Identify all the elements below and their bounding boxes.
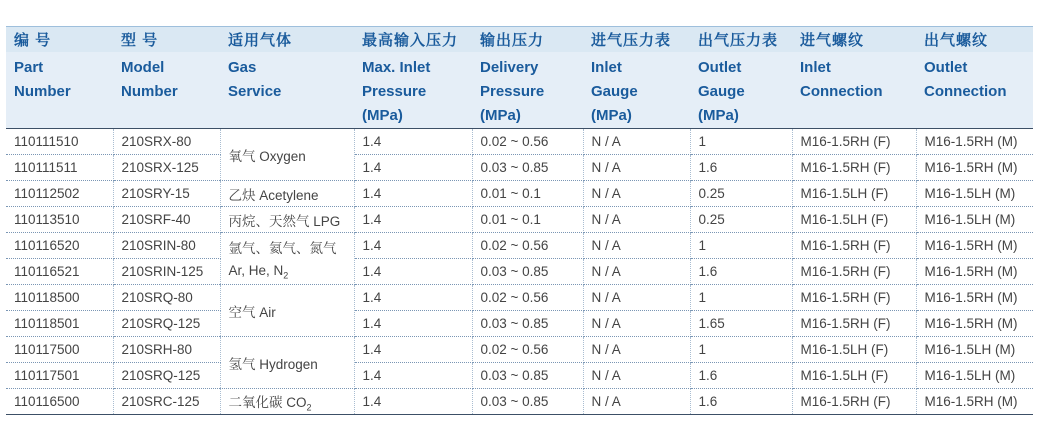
table-row bbox=[6, 155, 1033, 181]
table-row bbox=[6, 363, 1033, 389]
inlet-connection-cell: M16-1.5RH (F) bbox=[792, 311, 916, 337]
outlet-gauge-cell: 1.6 bbox=[690, 389, 792, 415]
header-en-line: Pressure bbox=[362, 83, 427, 100]
gas-service-text: 乙炔 Acetylene bbox=[228, 187, 319, 203]
header-en-part-number bbox=[6, 52, 113, 129]
header-en-line: Gauge bbox=[698, 83, 745, 100]
table-row bbox=[6, 389, 1033, 415]
inlet-gauge-cell: N / A bbox=[583, 181, 690, 207]
max-inlet-pressure-cell: 1.4 bbox=[354, 363, 472, 389]
outlet-connection-cell: M16-1.5LH (M) bbox=[916, 363, 1033, 389]
outlet-gauge-cell: 1.6 bbox=[690, 363, 792, 389]
inlet-connection-cell: M16-1.5RH (F) bbox=[792, 259, 916, 285]
header-en-gas-service bbox=[220, 52, 354, 129]
delivery-pressure-cell: 0.03 ~ 0.85 bbox=[472, 155, 583, 181]
gas-service-text: 二氧化碳 CO bbox=[228, 394, 307, 410]
header-en-line: (MPa) bbox=[591, 107, 632, 124]
outlet-gauge-cell: 1 bbox=[690, 233, 792, 259]
header-en-delivery-pressure bbox=[472, 52, 583, 129]
max-inlet-pressure-cell: 1.4 bbox=[354, 311, 472, 337]
delivery-pressure-cell: 0.03 ~ 0.85 bbox=[472, 311, 583, 337]
header-en-line: Connection bbox=[924, 83, 1007, 100]
inlet-connection-cell: M16-1.5LH (F) bbox=[792, 181, 916, 207]
inlet-connection-cell: M16-1.5RH (F) bbox=[792, 233, 916, 259]
header-en-max-inlet-pressure bbox=[354, 52, 472, 129]
header-cn-inlet-connection: 进气螺纹 bbox=[792, 27, 916, 53]
header-en-model-number bbox=[113, 52, 220, 129]
header-cn-gas-service: 适用气体 bbox=[220, 27, 354, 53]
gas-service-formula-text: Ar, He, N bbox=[228, 262, 284, 278]
header-en-line: Max. Inlet bbox=[362, 59, 431, 76]
gas-service-cell bbox=[220, 181, 354, 207]
inlet-gauge-cell: N / A bbox=[583, 155, 690, 181]
header-en-outlet-gauge bbox=[690, 52, 792, 129]
model-number-cell: 210SRY-15 bbox=[113, 181, 220, 207]
gas-service-text: 空气 Air bbox=[228, 304, 276, 320]
header-en-line: (MPa) bbox=[362, 107, 403, 124]
model-number-cell: 210SRQ-80 bbox=[113, 285, 220, 311]
delivery-pressure-cell: 0.02 ~ 0.56 bbox=[472, 129, 583, 155]
part-number-cell: 110113510 bbox=[6, 207, 113, 233]
max-inlet-pressure-cell: 1.4 bbox=[354, 337, 472, 363]
header-en-line: Model bbox=[121, 59, 165, 76]
gas-service-text: 丙烷、天然气 LPG bbox=[228, 213, 341, 229]
inlet-gauge-cell: N / A bbox=[583, 311, 690, 337]
gas-service-cell bbox=[220, 389, 354, 415]
header-cn-inlet-gauge: 进气压力表 bbox=[583, 27, 690, 53]
delivery-pressure-cell: 0.01 ~ 0.1 bbox=[472, 207, 583, 233]
part-number-cell: 110118500 bbox=[6, 285, 113, 311]
header-en-line: Service bbox=[228, 83, 282, 100]
subscript: 2 bbox=[283, 270, 289, 281]
header-cn-part-number: 编 号 bbox=[6, 27, 113, 53]
delivery-pressure-cell: 0.03 ~ 0.85 bbox=[472, 389, 583, 415]
part-number-cell: 110116521 bbox=[6, 259, 113, 285]
delivery-pressure-cell: 0.02 ~ 0.56 bbox=[472, 285, 583, 311]
header-en-line: Inlet bbox=[591, 59, 622, 76]
outlet-gauge-cell: 1 bbox=[690, 285, 792, 311]
max-inlet-pressure-cell: 1.4 bbox=[354, 155, 472, 181]
inlet-connection-cell: M16-1.5RH (F) bbox=[792, 285, 916, 311]
outlet-connection-cell: M16-1.5RH (M) bbox=[916, 233, 1033, 259]
max-inlet-pressure-cell: 1.4 bbox=[354, 233, 472, 259]
gas-service-text: 氧气 Oxygen bbox=[228, 148, 306, 164]
header-row-chinese bbox=[6, 27, 1033, 53]
outlet-gauge-cell: 1 bbox=[690, 337, 792, 363]
outlet-connection-cell: M16-1.5RH (M) bbox=[916, 155, 1033, 181]
inlet-gauge-cell: N / A bbox=[583, 207, 690, 233]
delivery-pressure-cell: 0.02 ~ 0.56 bbox=[472, 337, 583, 363]
inlet-gauge-cell: N / A bbox=[583, 337, 690, 363]
gas-service-text: 氢气 Hydrogen bbox=[228, 356, 318, 372]
table-row bbox=[6, 129, 1033, 155]
header-en-line: (MPa) bbox=[480, 107, 521, 124]
table-row bbox=[6, 181, 1033, 207]
model-number-cell: 210SRQ-125 bbox=[113, 311, 220, 337]
model-number-cell: 210SRIN-80 bbox=[113, 233, 220, 259]
part-number-cell: 110111510 bbox=[6, 129, 113, 155]
outlet-gauge-cell: 0.25 bbox=[690, 207, 792, 233]
part-number-cell: 110117501 bbox=[6, 363, 113, 389]
max-inlet-pressure-cell: 1.4 bbox=[354, 207, 472, 233]
model-number-cell: 210SRC-125 bbox=[113, 389, 220, 415]
max-inlet-pressure-cell: 1.4 bbox=[354, 181, 472, 207]
outlet-connection-cell: M16-1.5RH (M) bbox=[916, 285, 1033, 311]
table-row bbox=[6, 285, 1033, 311]
header-en-line: Number bbox=[121, 83, 178, 100]
inlet-gauge-cell: N / A bbox=[583, 233, 690, 259]
header-en-line: Pressure bbox=[480, 83, 545, 100]
gas-service-cell bbox=[220, 207, 354, 233]
model-number-cell: 210SRX-80 bbox=[113, 129, 220, 155]
part-number-cell: 110111511 bbox=[6, 155, 113, 181]
header-cn-max-inlet-pressure: 最高输入压力 bbox=[354, 27, 472, 53]
part-number-cell: 110112502 bbox=[6, 181, 113, 207]
header-en-inlet-connection bbox=[792, 52, 916, 129]
max-inlet-pressure-cell: 1.4 bbox=[354, 389, 472, 415]
inlet-connection-cell: M16-1.5LH (F) bbox=[792, 207, 916, 233]
header-en-line: Inlet bbox=[800, 59, 831, 76]
table-row bbox=[6, 337, 1033, 363]
gas-service-cell bbox=[220, 233, 354, 285]
inlet-gauge-cell: N / A bbox=[583, 129, 690, 155]
header-en-line: Outlet bbox=[698, 59, 742, 76]
part-number-cell: 110117500 bbox=[6, 337, 113, 363]
regulator-spec-table bbox=[6, 26, 1033, 415]
header-en-inlet-gauge bbox=[583, 52, 690, 129]
part-number-cell: 110116520 bbox=[6, 233, 113, 259]
gas-service-cell bbox=[220, 285, 354, 337]
model-number-cell: 210SRH-80 bbox=[113, 337, 220, 363]
header-cn-outlet-gauge: 出气压力表 bbox=[690, 27, 792, 53]
model-number-cell: 210SRX-125 bbox=[113, 155, 220, 181]
header-row-english bbox=[6, 52, 1033, 129]
inlet-gauge-cell: N / A bbox=[583, 259, 690, 285]
inlet-gauge-cell: N / A bbox=[583, 285, 690, 311]
part-number-cell: 110116500 bbox=[6, 389, 113, 415]
inlet-connection-cell: M16-1.5LH (F) bbox=[792, 363, 916, 389]
model-number-cell: 210SRIN-125 bbox=[113, 259, 220, 285]
delivery-pressure-cell: 0.02 ~ 0.56 bbox=[472, 233, 583, 259]
table-row bbox=[6, 233, 1033, 259]
outlet-connection-cell: M16-1.5RH (M) bbox=[916, 259, 1033, 285]
header-en-line: Number bbox=[14, 83, 71, 100]
max-inlet-pressure-cell: 1.4 bbox=[354, 285, 472, 311]
header-cn-model-number: 型 号 bbox=[113, 27, 220, 53]
header-en-line: Delivery bbox=[480, 59, 539, 76]
header-en-line: Part bbox=[14, 59, 44, 76]
inlet-connection-cell: M16-1.5RH (F) bbox=[792, 155, 916, 181]
model-number-cell: 210SRQ-125 bbox=[113, 363, 220, 389]
table-row bbox=[6, 207, 1033, 233]
header-cn-delivery-pressure: 输出压力 bbox=[472, 27, 583, 53]
outlet-gauge-cell: 1.6 bbox=[690, 259, 792, 285]
outlet-connection-cell: M16-1.5RH (M) bbox=[916, 129, 1033, 155]
outlet-connection-cell: M16-1.5RH (M) bbox=[916, 389, 1033, 415]
max-inlet-pressure-cell: 1.4 bbox=[354, 259, 472, 285]
outlet-connection-cell: M16-1.5LH (M) bbox=[916, 181, 1033, 207]
gas-service-cell bbox=[220, 337, 354, 389]
outlet-connection-cell: M16-1.5LH (M) bbox=[916, 207, 1033, 233]
outlet-gauge-cell: 0.25 bbox=[690, 181, 792, 207]
header-en-line: Outlet bbox=[924, 59, 968, 76]
table-row bbox=[6, 311, 1033, 337]
outlet-connection-cell: M16-1.5LH (M) bbox=[916, 337, 1033, 363]
delivery-pressure-cell: 0.01 ~ 0.1 bbox=[472, 181, 583, 207]
delivery-pressure-cell: 0.03 ~ 0.85 bbox=[472, 363, 583, 389]
outlet-gauge-cell: 1.6 bbox=[690, 155, 792, 181]
table-row bbox=[6, 259, 1033, 285]
delivery-pressure-cell: 0.03 ~ 0.85 bbox=[472, 259, 583, 285]
header-en-line: Gauge bbox=[591, 83, 638, 100]
outlet-gauge-cell: 1.65 bbox=[690, 311, 792, 337]
inlet-gauge-cell: N / A bbox=[583, 363, 690, 389]
regulator-spec-table-container bbox=[6, 26, 1033, 415]
subscript: 2 bbox=[306, 402, 312, 413]
header-en-line: Connection bbox=[800, 83, 883, 100]
gas-service-formula bbox=[229, 263, 346, 281]
inlet-gauge-cell: N / A bbox=[583, 389, 690, 415]
header-en-line: Gas bbox=[228, 59, 257, 76]
header-cn-outlet-connection: 出气螺纹 bbox=[916, 27, 1033, 53]
inlet-connection-cell: M16-1.5RH (F) bbox=[792, 389, 916, 415]
header-en-line: (MPa) bbox=[698, 107, 739, 124]
model-number-cell: 210SRF-40 bbox=[113, 207, 220, 233]
part-number-cell: 110118501 bbox=[6, 311, 113, 337]
max-inlet-pressure-cell: 1.4 bbox=[354, 129, 472, 155]
header-en-outlet-connection bbox=[916, 52, 1033, 129]
outlet-connection-cell: M16-1.5RH (M) bbox=[916, 311, 1033, 337]
gas-service-cell bbox=[220, 129, 354, 181]
gas-service-text: 氩气、氦气、氮气 bbox=[228, 240, 337, 256]
inlet-connection-cell: M16-1.5LH (F) bbox=[792, 337, 916, 363]
inlet-connection-cell: M16-1.5RH (F) bbox=[792, 129, 916, 155]
outlet-gauge-cell: 1 bbox=[690, 129, 792, 155]
